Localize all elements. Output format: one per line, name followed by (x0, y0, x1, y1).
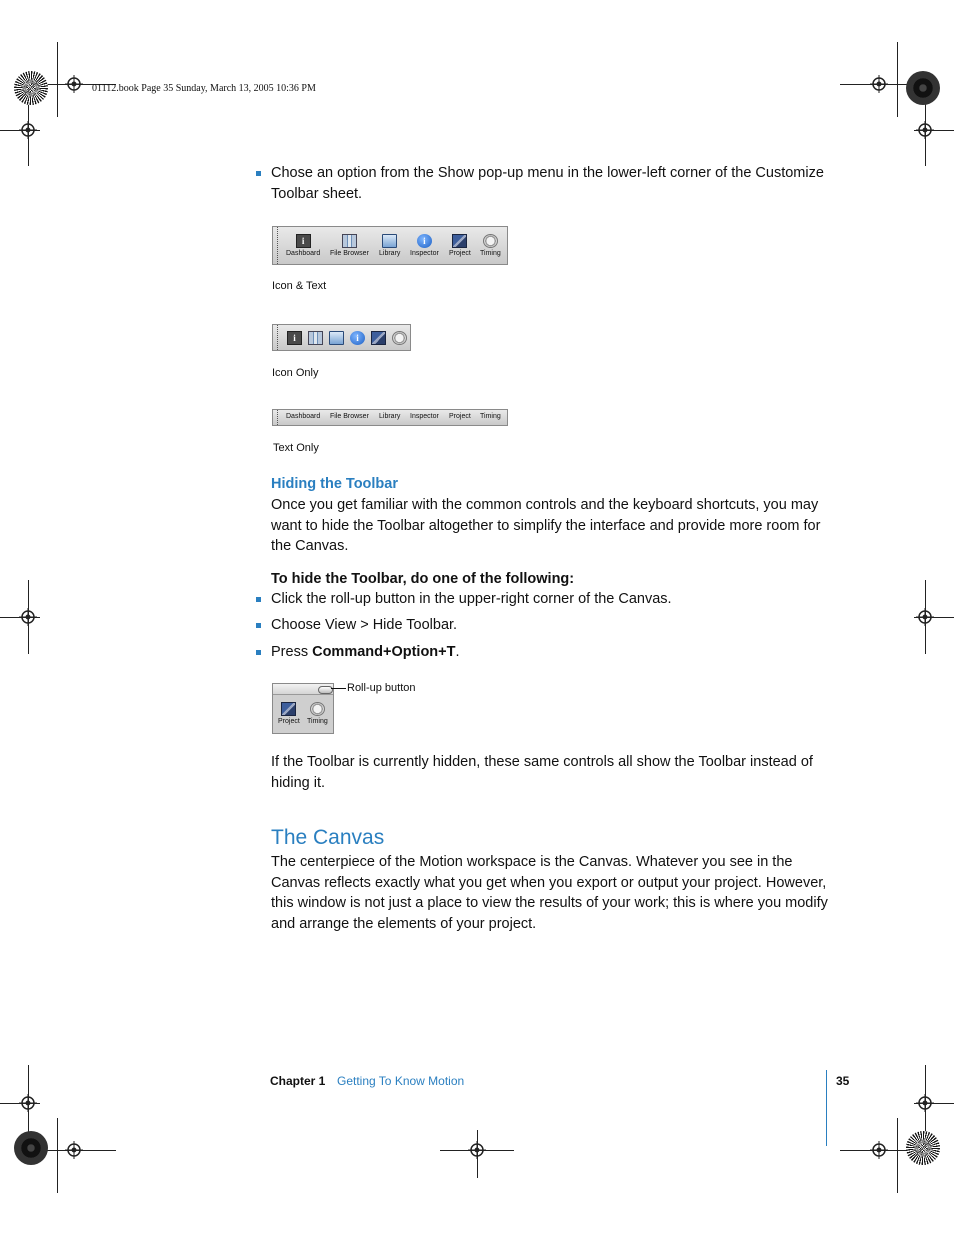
hiding-after-paragraph: If the Toolbar is currently hidden, these same controls all show the Toolbar instead of hiding it. (271, 754, 813, 791)
toolbar-item-dashboard[interactable] (287, 331, 302, 345)
toolbar-item-file-browser[interactable] (308, 331, 323, 345)
toolbar-item-inspector[interactable] (350, 331, 365, 345)
section-heading-hiding-toolbar: Hiding the Toolbar (271, 476, 398, 492)
dashboard-icon: i (296, 234, 311, 248)
toolbar-item-project[interactable] (278, 702, 300, 726)
toolbar-item-timing[interactable]: Timing (480, 413, 501, 420)
toolbar-item-project[interactable]: Project (449, 413, 471, 420)
footer-chapter: Chapter 1 (270, 1074, 326, 1088)
caption-text-only: Text Only (273, 442, 319, 454)
registration-target-icon (916, 1094, 934, 1112)
sunburst-target-icon (906, 1131, 940, 1165)
toolbar-item-timing[interactable] (392, 331, 407, 345)
toolbar-item-file-browser[interactable] (330, 234, 369, 258)
hiding-bullet-shortcut (271, 642, 460, 663)
toolbar-item-library[interactable] (329, 331, 344, 345)
inspector-icon: i (417, 234, 432, 248)
bullet-marker (256, 171, 261, 176)
print-slug: 01112.book Page 35 Sunday, March 13, 2005 10:36 PM (92, 83, 316, 94)
toolbar-item-dashboard[interactable]: Dashboard (286, 413, 321, 420)
toolbar-item-file-browser[interactable]: File Browser (330, 413, 369, 420)
toolbar-item-project[interactable] (449, 234, 471, 258)
registration-target-icon (870, 75, 888, 93)
toolbar-item-label: Dashboard (286, 250, 321, 257)
toolbar-item-inspector[interactable] (410, 234, 439, 258)
sunburst-target-icon (14, 1131, 48, 1165)
registration-target-icon (19, 121, 37, 139)
registration-target-icon (916, 608, 934, 626)
bullet-marker (256, 623, 261, 628)
registration-target-icon (468, 1141, 486, 1159)
rollup-figure (272, 683, 334, 734)
caption-icon-and-text: Icon & Text (272, 280, 327, 292)
toolbar-icon-and-text (272, 226, 508, 265)
toolbar-item-label: File Browser (330, 250, 369, 257)
bullet-marker (256, 597, 261, 602)
press-prefix: Press (271, 644, 313, 660)
file-browser-icon (342, 234, 357, 248)
bullet-marker (256, 650, 261, 655)
toolbar-grip (277, 325, 280, 350)
toolbar-item-library[interactable] (379, 234, 400, 258)
toolbar-item-label: Project (449, 250, 471, 257)
toolbar-item-label: Library (379, 250, 401, 257)
registration-target-icon (65, 75, 83, 93)
hiding-bullet-menu: Choose View > Hide Toolbar. (271, 617, 458, 633)
toolbar-item-inspector[interactable]: Inspector (410, 413, 439, 420)
project-icon (452, 234, 467, 248)
toolbar-icon-only (272, 324, 411, 351)
timing-icon (310, 702, 325, 716)
timing-icon (392, 331, 407, 345)
callout-line (331, 688, 346, 689)
toolbar-item-dashboard[interactable] (286, 234, 320, 258)
dashboard-icon: i (287, 331, 302, 345)
registration-target-icon (19, 1094, 37, 1112)
toolbar-item-label: Inspector (410, 250, 439, 257)
press-suffix: . (455, 644, 460, 660)
file-browser-icon (308, 331, 323, 345)
toolbar-item-label: Project (278, 718, 300, 725)
library-icon (382, 234, 397, 248)
caption-rollup-button: Roll-up button (347, 682, 416, 694)
registration-target-icon (65, 1141, 83, 1159)
sunburst-target-icon (906, 71, 940, 105)
project-icon (371, 331, 386, 345)
project-icon (281, 702, 296, 716)
intro-step: Chose an option from the Show pop-up menu in the lower-left corner of the Customize Toolbar sheet. (271, 165, 824, 202)
toolbar-item-project[interactable] (371, 331, 386, 345)
footer-divider (826, 1070, 827, 1146)
hiding-instruction: To hide the Toolbar, do one of the following: (271, 571, 575, 587)
registration-target-icon (916, 121, 934, 139)
library-icon (329, 331, 344, 345)
caption-icon-only: Icon Only (272, 367, 319, 379)
keyboard-shortcut: Command+Option+T (312, 644, 456, 660)
hiding-paragraph: Once you get familiar with the common controls and the keyboard shortcuts, you may want to hide the Toolbar altogether to simplify the interface and provide more room for the Canvas. (271, 497, 821, 554)
timing-icon (483, 234, 498, 248)
toolbar-grip (277, 227, 280, 264)
registration-target-icon (19, 608, 37, 626)
toolbar-item-library[interactable]: Library (379, 413, 401, 420)
footer-chapter-title: Getting To Know Motion (337, 1074, 465, 1088)
inspector-icon: i (350, 331, 365, 345)
registration-target-icon (870, 1141, 888, 1159)
toolbar-item-timing[interactable] (480, 234, 501, 258)
canvas-paragraph: The centerpiece of the Motion workspace is the Canvas. Whatever you see in the Canvas reflects exactly what you get when you export or output your project. However, this window is not just a place to view the results of your work; this is where you modify and arrange the elements of your project. (271, 854, 828, 932)
toolbar-grip (277, 410, 280, 425)
toolbar-text-only (272, 409, 508, 426)
toolbar-item-label: Timing (480, 250, 501, 257)
toolbar-item-label: Timing (307, 718, 328, 725)
page-number: 35 (836, 1074, 850, 1088)
toolbar-item-timing[interactable] (307, 702, 328, 726)
hiding-bullet-rollup: Click the roll-up button in the upper-right corner of the Canvas. (271, 591, 672, 607)
section-heading-canvas: The Canvas (271, 826, 385, 849)
sunburst-target-icon (14, 71, 48, 105)
